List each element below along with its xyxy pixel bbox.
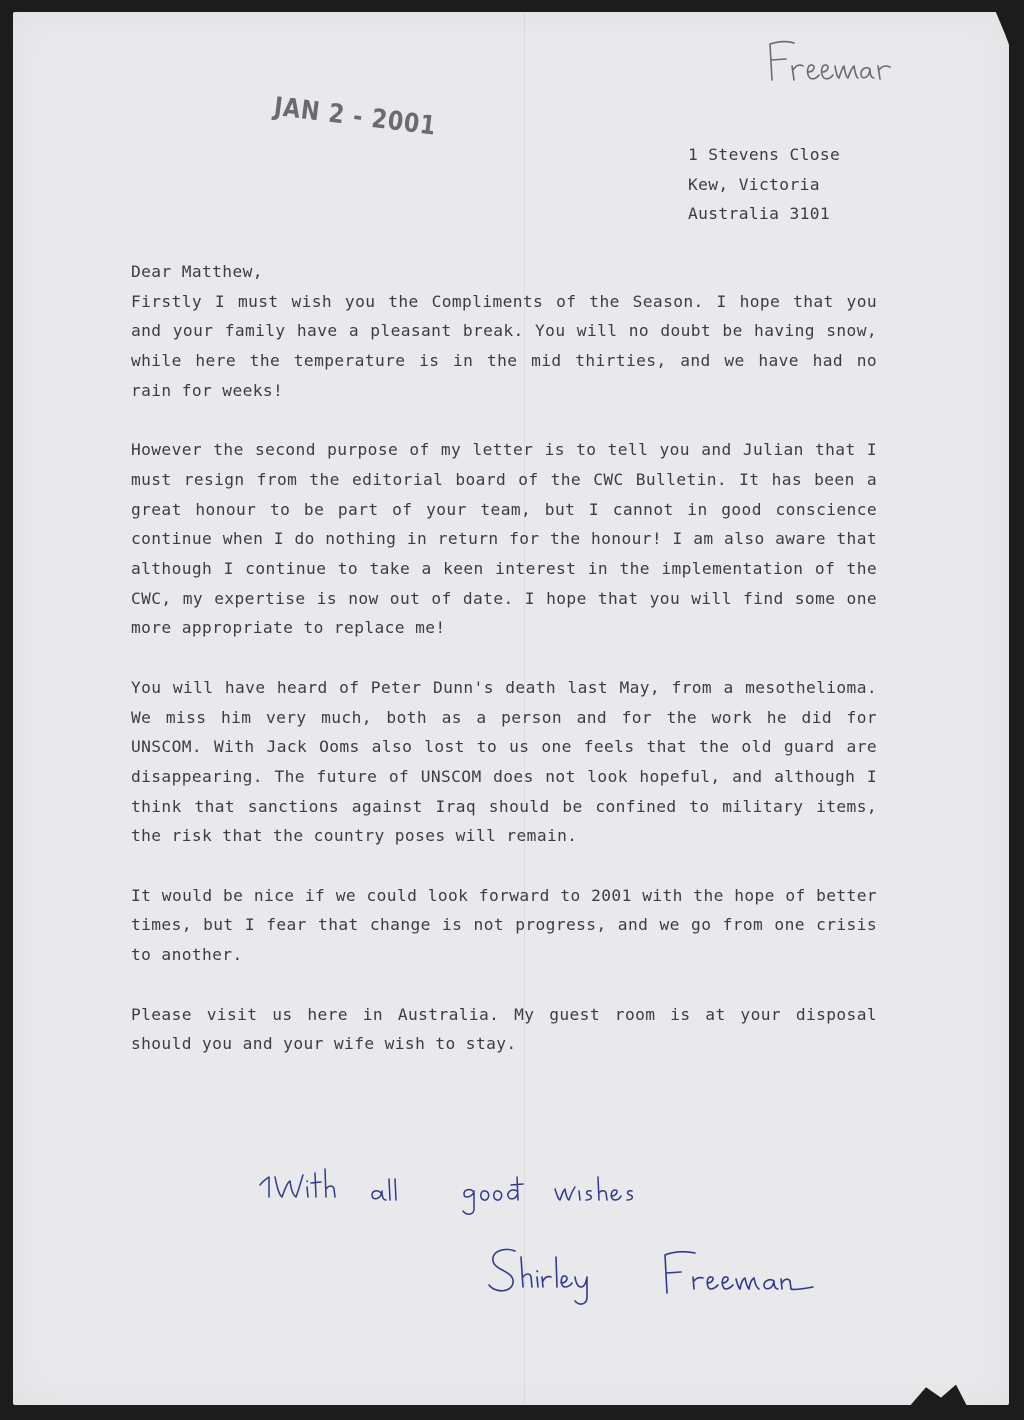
date-received-stamp: JAN 2 - 2001 xyxy=(272,92,438,142)
paragraph-peter-dunn: You will have heard of Peter Dunn's death last May, from a mesothelioma. We miss him very much, both as a person and for the work he did for UNSCOM. With Jack Ooms also lost to us one feels that the old guard are disappearing. The future of UNSCOM does not look hopeful, and although I think that sanctions against Iraq should be confined to military items, the risk that the country poses will remain. xyxy=(131,677,877,846)
address-line-1: 1 Stevens Close xyxy=(688,145,841,164)
paragraph-invitation: Please visit us here in Australia. My guest room is at your disposal should you and your wife wish to stay. xyxy=(131,1004,877,1054)
paragraph-2001-outlook: It would be nice if we could look forward to 2001 with the hope of better times, but I fear that change is not progress, and we go from one crisis to another. xyxy=(131,885,877,965)
handwritten-signature xyxy=(485,1243,830,1311)
handwritten-file-name xyxy=(762,36,900,86)
paragraph-season-greetings: Firstly I must wish you the Compliments of the Season. I hope that you and your family have a pleasant break. You will no doubt be having snow, while here the temperature is in the mid thirties, and we have had no rain for weeks! xyxy=(131,291,877,400)
address-line-2: Kew, Victoria xyxy=(688,174,820,194)
torn-corner xyxy=(971,10,1011,50)
handwritten-closing xyxy=(255,1163,655,1223)
letter-body xyxy=(131,257,877,1059)
salutation: Dear Matthew, xyxy=(131,262,263,281)
address-line-3: Australia 3101 xyxy=(688,204,831,224)
torn-bottom-edge xyxy=(908,1382,968,1408)
paragraph-resignation: However the second purpose of my letter is to tell you and Julian that I must resign from the editorial board of the CWC Bulletin. It has been a great honour to be part of your team, but I cannot in good conscience continue when I do nothing in return for the honour! I am also aware that although I continue to take a keen interest in the implementation of the CWC, my expertise is now out of date. I hope that you will find some one more appropriate to replace me! xyxy=(131,440,877,638)
sender-address xyxy=(688,140,840,229)
